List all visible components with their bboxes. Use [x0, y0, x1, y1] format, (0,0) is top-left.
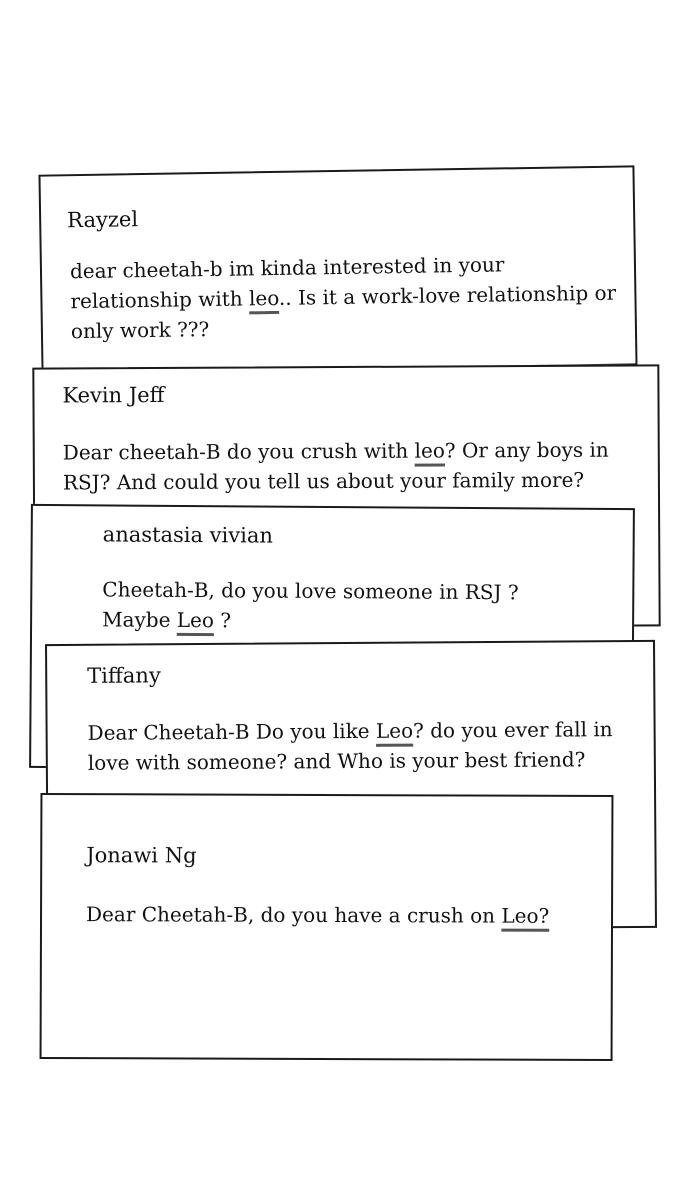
message-line: RSJ? And could you tell us about your family more? [62, 467, 585, 495]
letter-author: anastasia vivian [102, 522, 274, 548]
message-line: Maybe Leo ? [102, 607, 232, 633]
letter-author: Jonawi Ng [86, 843, 197, 868]
message-line: Dear Cheetah-B, do you have a crush on Leo? [86, 902, 550, 928]
message-line: relationship with leo.. Is it a work-love relationship or [70, 280, 617, 314]
underlined-name: leo [414, 438, 445, 463]
letter-author: Tiffany [87, 663, 161, 688]
message-line: dear cheetah-b im kinda interested in your [69, 252, 505, 284]
message-line: Cheetah-B, do you love someone in RSJ ? [102, 577, 519, 605]
underlined-name: leo [248, 285, 280, 311]
letter-message [63, 435, 609, 498]
underlined-name: Leo? [501, 903, 550, 928]
underlined-name: Leo [176, 607, 215, 633]
message-line: Dear Cheetah-B Do you like Leo? do you ever fall in [87, 717, 613, 745]
letter-message [70, 248, 617, 347]
letter-message [86, 899, 549, 931]
message-line: only work ??? [70, 317, 210, 344]
letter-card-rayzel [38, 165, 637, 374]
message-line: Dear cheetah-B do you crush with leo? Or any boys in [62, 437, 609, 465]
letter-author: Kevin Jeff [62, 382, 165, 408]
message-line: love with someone? and Who is your best friend? [87, 747, 586, 775]
letter-message [102, 574, 519, 637]
letter-message [88, 714, 613, 778]
letter-author: Rayzel [66, 207, 139, 233]
letter-card-jonawi-ng [40, 793, 614, 1061]
underlined-name: Leo [375, 718, 414, 743]
